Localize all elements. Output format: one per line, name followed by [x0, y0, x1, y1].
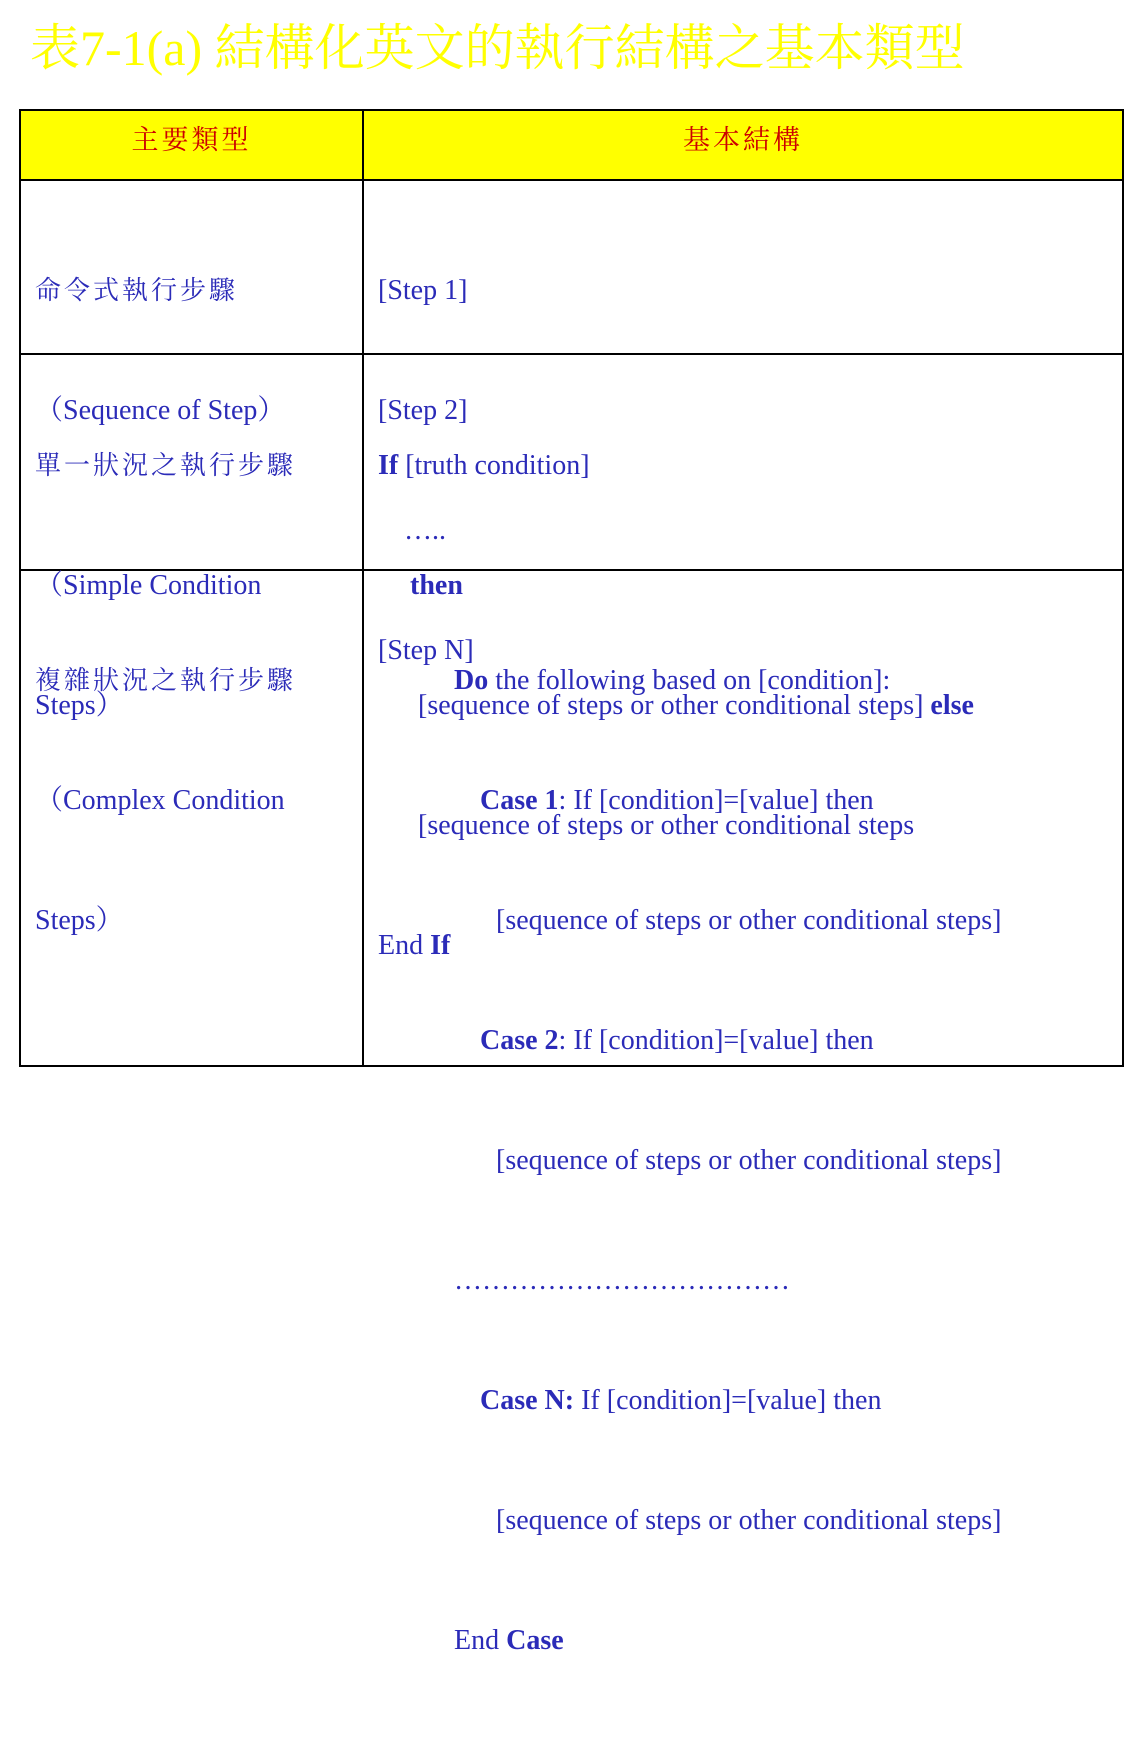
row1-type-zh: 命令式執行步驟 — [35, 276, 239, 306]
row3-case1 — [454, 781, 1001, 821]
case2-text: : If [condition]=[value] then — [558, 1025, 874, 1056]
row3-type-en-1: （Complex Condition — [35, 785, 285, 816]
row2-type-en-1: （Simple Condition — [35, 570, 262, 601]
row2-line-3-text: [sequence of steps or other conditional steps] — [418, 690, 931, 721]
row2-end-text: End — [378, 930, 431, 961]
row3-end — [454, 1621, 1001, 1661]
case2-keyword: Case 2 — [480, 1025, 559, 1056]
header-main-type: 主要類型 — [131, 125, 252, 156]
row3-caseN — [454, 1381, 1001, 1421]
column-divider — [362, 111, 364, 1065]
page-title: 表7-1(a) 結構化英文的執行結構之基本類型 — [30, 20, 965, 76]
row2-type-zh: 單一狀況之執行步驟 — [35, 451, 297, 481]
caseN-text: If [condition]=[value] then — [574, 1385, 882, 1416]
row2-line-1-text: [truth condition] — [398, 450, 590, 481]
then-keyword: then — [410, 570, 463, 601]
row3-dots: ……………………………… — [454, 1265, 790, 1296]
row3-end-text: End — [454, 1625, 507, 1656]
end-if-keyword: If — [430, 930, 451, 961]
else-keyword: else — [930, 690, 974, 721]
case1-keyword: Case 1 — [480, 785, 559, 816]
row3-structure — [454, 581, 1001, 1741]
row3-line-1-text: the following based on [condition]: — [488, 665, 891, 696]
row3-case2 — [454, 1021, 1001, 1061]
if-keyword: If — [378, 450, 399, 481]
row3-type-zh: 複雜狀況之執行步驟 — [35, 666, 297, 696]
row3-seqN: [sequence of steps or other conditional steps] — [496, 1505, 1002, 1536]
row2-type-en-2: Steps） — [35, 690, 124, 721]
header-basic-structure: 基本結構 — [683, 125, 803, 156]
case1-text: : If [condition]=[value] then — [558, 785, 874, 816]
caseN-keyword: Case N: — [480, 1385, 575, 1416]
row2-line-4: [sequence of steps or other conditional steps — [418, 810, 915, 841]
row3-type — [35, 581, 296, 1021]
row1-line-2: [Step 2] — [378, 395, 468, 426]
row1-line-4: [Step N] — [378, 635, 474, 666]
row3-seq1: [sequence of steps or other conditional steps] — [496, 905, 1002, 936]
row2-line-1 — [378, 446, 974, 486]
do-keyword: Do — [454, 665, 489, 696]
row3-type-en-2: Steps） — [35, 905, 124, 936]
row3-seq2: [sequence of steps or other conditional steps] — [496, 1145, 1002, 1176]
row1-line-3: ….. — [404, 515, 446, 546]
structure-table — [19, 109, 1124, 1656]
row3-line-1 — [454, 661, 1001, 701]
end-case-keyword: Case — [506, 1625, 564, 1656]
row1-type-en: （Sequence of Step） — [35, 395, 286, 426]
row1-line-1: [Step 1] — [378, 275, 468, 306]
